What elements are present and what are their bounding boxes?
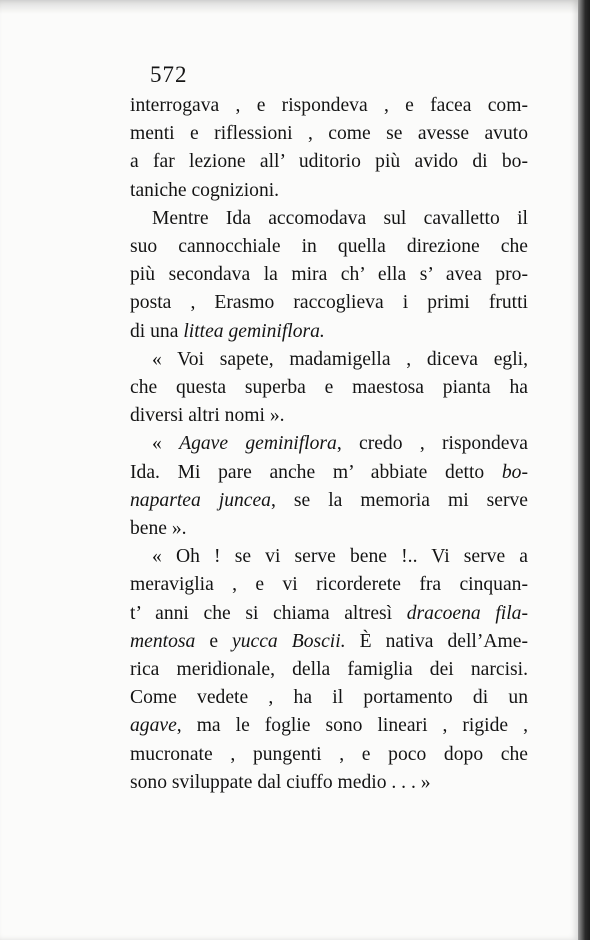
- italic-run: agave: [130, 715, 177, 737]
- text-run: bene ».: [130, 518, 187, 540]
- text-line: [130, 205, 528, 233]
- text-line: [130, 515, 528, 543]
- text-line: [130, 318, 528, 346]
- text-line: [130, 628, 528, 656]
- text-line: [130, 402, 528, 430]
- text-line: [130, 289, 528, 317]
- text-line: [130, 233, 528, 261]
- text-line: [130, 459, 528, 487]
- italic-run: bo-: [501, 461, 528, 483]
- text-line: [130, 769, 528, 797]
- text-run: , ma le foglie sono lineari , rigide ,: [176, 715, 528, 737]
- text-run: taniche cognizioni.: [130, 179, 280, 201]
- text-line: [130, 656, 528, 684]
- text-run: rica meridionale, della famiglia dei narcisi.: [130, 659, 528, 681]
- text-run: mucronate , pungenti , e poco dopo che: [130, 743, 528, 765]
- text-run: che questa superba e maestosa pianta ha: [130, 377, 528, 399]
- text-line: [130, 487, 528, 515]
- page-number: 572: [150, 62, 188, 87]
- text-run: interrogava , e rispondeva , e facea com-: [130, 95, 528, 116]
- text-line: [130, 374, 528, 402]
- italic-run: littea geminiflora.: [183, 320, 325, 342]
- text-run: suo cannocchiale in quella direzione che: [130, 236, 528, 258]
- text-run: diversi altri nomi ».: [130, 405, 285, 427]
- text-run: , credo , rispondeva: [336, 433, 528, 455]
- text-run: Come vedete , ha il portamento di un: [130, 687, 528, 709]
- text-run: « Oh ! se vi serve bene !.. Vi serve a: [152, 546, 528, 568]
- text-line: [130, 684, 528, 712]
- text-run: e: [195, 630, 233, 652]
- text-run: a far lezione all’ uditorio più avido di bo-: [130, 151, 528, 173]
- text-run: più secondava la mira ch’ ella s’ avea pro-: [130, 264, 528, 286]
- text-line: [130, 346, 528, 374]
- text-line: [130, 92, 528, 120]
- body-text: [130, 92, 528, 797]
- text-line: [130, 712, 528, 740]
- italic-run: Agave geminiflora: [179, 433, 337, 455]
- text-line: [130, 430, 528, 458]
- italic-run: dracoena fila-: [406, 602, 529, 624]
- text-run: «: [152, 433, 180, 455]
- paragraph: [130, 543, 528, 797]
- text-run: È nativa dell’Ame-: [345, 630, 528, 652]
- text-run: posta , Erasmo raccoglieva i primi frutti: [130, 292, 528, 314]
- text-run: Ida. Mi pare anche m’ abbiate detto: [130, 461, 502, 483]
- text-line: [130, 741, 528, 769]
- italic-run: napartea juncea: [130, 489, 271, 511]
- text-line: [130, 261, 528, 289]
- text-line: [130, 543, 528, 571]
- text-run: , se la memoria mi serve: [270, 489, 528, 511]
- italic-run: mentosa: [130, 630, 196, 652]
- text-line: [130, 600, 528, 628]
- paragraph: [130, 92, 528, 205]
- text-run: meraviglia , e vi ricorderete fra cinquan-: [130, 574, 528, 596]
- text-run: « Voi sapete, madamigella , diceva egli,: [152, 348, 528, 370]
- paragraph: [130, 430, 528, 543]
- text-run: di una: [130, 320, 184, 342]
- text-line: [130, 177, 528, 205]
- paragraph: [130, 346, 528, 431]
- text-run: menti e riflessioni , come se avesse avuto: [130, 123, 528, 145]
- page-top-shadow: [0, 0, 578, 14]
- book-spine-edge: [578, 0, 590, 940]
- text-line: [130, 120, 528, 148]
- text-line: [130, 148, 528, 176]
- italic-run: yucca Boscii.: [232, 630, 346, 652]
- text-run: t’ anni che si chiama altresì: [130, 602, 407, 624]
- text-line: [130, 571, 528, 599]
- text-run: sono sviluppate dal ciuffo medio . . . »: [130, 771, 431, 793]
- text-run: Mentre Ida accomodava sul cavalletto il: [152, 207, 528, 229]
- paragraph: [130, 205, 528, 346]
